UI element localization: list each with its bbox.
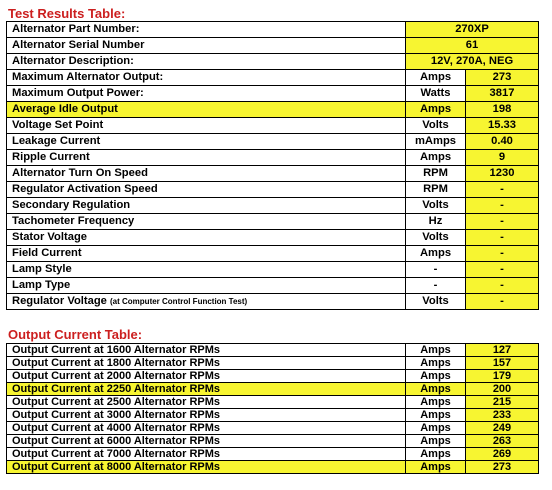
table-row bbox=[7, 102, 539, 118]
row-value: 263 bbox=[466, 435, 539, 448]
table-row bbox=[7, 150, 539, 166]
info-row bbox=[7, 54, 539, 70]
row-value: - bbox=[466, 182, 539, 198]
row-label: Output Current at 2500 Alternator RPMs bbox=[7, 396, 406, 409]
row-unit: Amps bbox=[406, 70, 466, 86]
row-unit: RPM bbox=[406, 182, 466, 198]
row-value: 157 bbox=[466, 357, 539, 370]
row-label: Tachometer Frequency bbox=[7, 214, 406, 230]
row-value: - bbox=[466, 294, 539, 310]
row-value: 3817 bbox=[466, 86, 539, 102]
row-unit: Amps bbox=[406, 435, 466, 448]
row-label-text: Regulator Voltage bbox=[12, 295, 107, 307]
row-value: 270XP bbox=[406, 22, 539, 38]
row-unit: Amps bbox=[406, 448, 466, 461]
row-label: Average Idle Output bbox=[7, 102, 406, 118]
row-label bbox=[7, 294, 406, 310]
row-unit: Amps bbox=[406, 150, 466, 166]
row-unit: Watts bbox=[406, 86, 466, 102]
row-value: - bbox=[466, 230, 539, 246]
row-value: 215 bbox=[466, 396, 539, 409]
row-label: Output Current at 2000 Alternator RPMs bbox=[7, 370, 406, 383]
row-unit: - bbox=[406, 262, 466, 278]
row-value: 15.33 bbox=[466, 118, 539, 134]
row-value: - bbox=[466, 278, 539, 294]
row-unit: - bbox=[406, 278, 466, 294]
table-row bbox=[7, 134, 539, 150]
row-value: 12V, 270A, NEG bbox=[406, 54, 539, 70]
row-label: Secondary Regulation bbox=[7, 198, 406, 214]
row-label: Stator Voltage bbox=[7, 230, 406, 246]
table-row bbox=[7, 396, 539, 409]
row-value: 200 bbox=[466, 383, 539, 396]
row-label: Alternator Description: bbox=[7, 54, 406, 70]
test-results-table bbox=[6, 21, 539, 310]
row-label: Ripple Current bbox=[7, 150, 406, 166]
table-row bbox=[7, 246, 539, 262]
row-unit: Amps bbox=[406, 102, 466, 118]
row-label: Maximum Alternator Output: bbox=[7, 70, 406, 86]
row-value: 0.40 bbox=[466, 134, 539, 150]
row-unit: RPM bbox=[406, 166, 466, 182]
row-unit: Volts bbox=[406, 198, 466, 214]
row-label: Alternator Serial Number bbox=[7, 38, 406, 54]
row-unit: Amps bbox=[406, 461, 466, 474]
row-label-note: (at Computer Control Function Test) bbox=[110, 297, 248, 306]
row-label: Maximum Output Power: bbox=[7, 86, 406, 102]
row-label: Alternator Turn On Speed bbox=[7, 166, 406, 182]
table-row bbox=[7, 230, 539, 246]
row-unit: Amps bbox=[406, 409, 466, 422]
row-label: Output Current at 4000 Alternator RPMs bbox=[7, 422, 406, 435]
row-unit: Volts bbox=[406, 294, 466, 310]
table-row bbox=[7, 182, 539, 198]
info-row bbox=[7, 38, 539, 54]
row-label: Output Current at 3000 Alternator RPMs bbox=[7, 409, 406, 422]
table-row bbox=[7, 214, 539, 230]
row-unit: mAmps bbox=[406, 134, 466, 150]
output-current-table bbox=[6, 343, 539, 474]
table-row bbox=[7, 357, 539, 370]
row-label: Lamp Style bbox=[7, 262, 406, 278]
table-row bbox=[7, 262, 539, 278]
row-label: Alternator Part Number: bbox=[7, 22, 406, 38]
row-unit: Amps bbox=[406, 422, 466, 435]
row-unit: Hz bbox=[406, 214, 466, 230]
row-value: 269 bbox=[466, 448, 539, 461]
test-results-title: Test Results Table: bbox=[8, 6, 126, 21]
row-label: Output Current at 8000 Alternator RPMs bbox=[7, 461, 406, 474]
table-row bbox=[7, 70, 539, 86]
output-current-title: Output Current Table: bbox=[8, 327, 143, 342]
row-label: Output Current at 1800 Alternator RPMs bbox=[7, 357, 406, 370]
row-label: Voltage Set Point bbox=[7, 118, 406, 134]
row-label: Output Current at 6000 Alternator RPMs bbox=[7, 435, 406, 448]
row-unit: Volts bbox=[406, 230, 466, 246]
row-unit: Amps bbox=[406, 246, 466, 262]
row-value: 9 bbox=[466, 150, 539, 166]
row-unit: Amps bbox=[406, 370, 466, 383]
row-value: 273 bbox=[466, 461, 539, 474]
row-value: - bbox=[466, 262, 539, 278]
row-label: Field Current bbox=[7, 246, 406, 262]
table-row bbox=[7, 86, 539, 102]
table-row bbox=[7, 344, 539, 357]
row-unit: Amps bbox=[406, 396, 466, 409]
table-row bbox=[7, 383, 539, 396]
row-value: - bbox=[466, 198, 539, 214]
row-value: - bbox=[466, 214, 539, 230]
table-row bbox=[7, 278, 539, 294]
row-value: 233 bbox=[466, 409, 539, 422]
row-label: Output Current at 7000 Alternator RPMs bbox=[7, 448, 406, 461]
row-label: Regulator Activation Speed bbox=[7, 182, 406, 198]
row-label: Output Current at 2250 Alternator RPMs bbox=[7, 383, 406, 396]
row-value: 273 bbox=[466, 70, 539, 86]
row-unit: Volts bbox=[406, 118, 466, 134]
row-value: 1230 bbox=[466, 166, 539, 182]
row-unit: Amps bbox=[406, 344, 466, 357]
table-row bbox=[7, 448, 539, 461]
row-value: 61 bbox=[406, 38, 539, 54]
row-value: 127 bbox=[466, 344, 539, 357]
table-row bbox=[7, 166, 539, 182]
row-label: Leakage Current bbox=[7, 134, 406, 150]
row-unit: Amps bbox=[406, 383, 466, 396]
table-row bbox=[7, 422, 539, 435]
row-label: Lamp Type bbox=[7, 278, 406, 294]
row-value: - bbox=[466, 246, 539, 262]
table-row bbox=[7, 294, 539, 310]
table-row bbox=[7, 198, 539, 214]
row-label: Output Current at 1600 Alternator RPMs bbox=[7, 344, 406, 357]
table-row bbox=[7, 409, 539, 422]
row-value: 179 bbox=[466, 370, 539, 383]
row-unit: Amps bbox=[406, 357, 466, 370]
table-row bbox=[7, 370, 539, 383]
info-row bbox=[7, 22, 539, 38]
table-row bbox=[7, 435, 539, 448]
table-row bbox=[7, 461, 539, 474]
table-row bbox=[7, 118, 539, 134]
row-value: 198 bbox=[466, 102, 539, 118]
row-value: 249 bbox=[466, 422, 539, 435]
